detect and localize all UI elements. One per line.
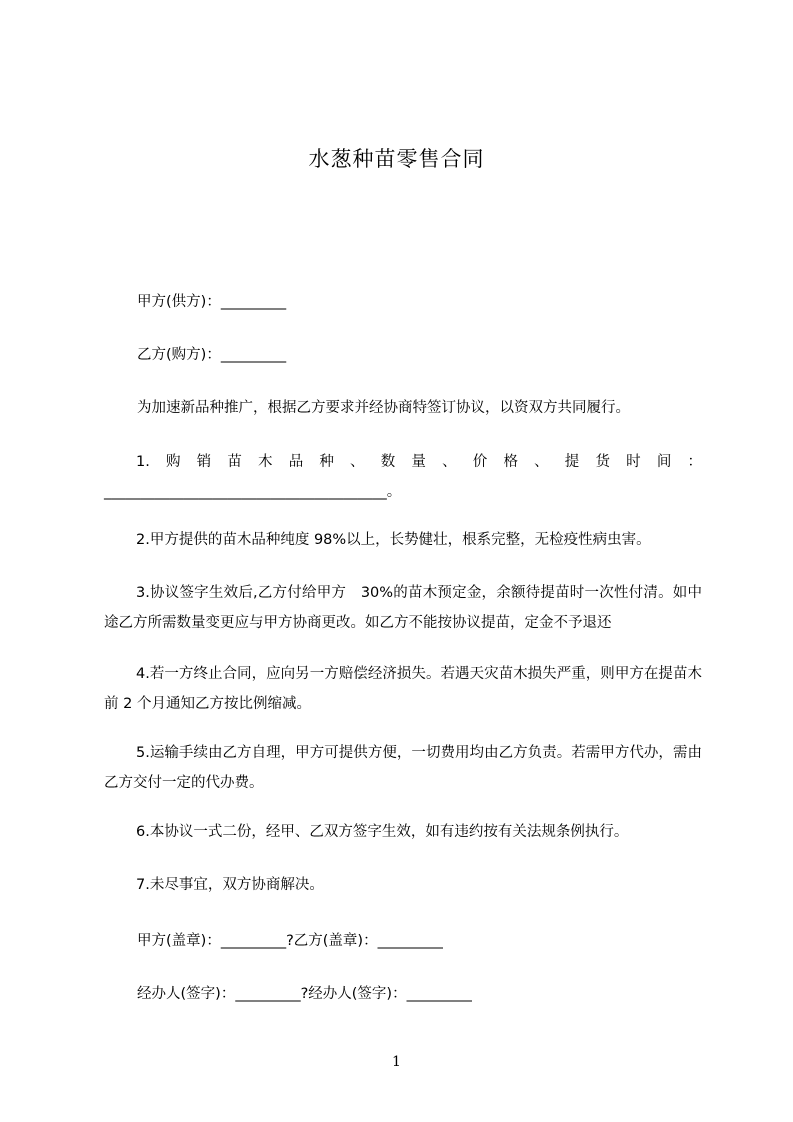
document-title: 水葱种苗零售合同 (308, 147, 485, 171)
intro-paragraph: 为加速新品种推广，根据乙方要求并经协商特签订协议，以资双方共同履行。 (137, 400, 630, 416)
party-b-line: 乙方(购方)：_________ (137, 347, 287, 363)
clause-3: 3.协议签字生效后,乙方付给甲方 30%的苗木预定金，余额待提苗时一次性付清。如中途乙方所需数量变更应与甲方协商更改。如乙方不能按协议提苗，定金不予退还 (104, 585, 702, 631)
clause-5: 5.运输手续由乙方自理，甲方可提供方便，一切费用均由乙方负责。若需甲方代办，需由乙方交付一定的代办费。 (104, 745, 702, 791)
clause-1: 1.购销苗木品种、数量、价格、提货时间：_______________________________________。 (104, 454, 702, 500)
page-number: 1 (392, 1054, 401, 1070)
clause-7: 7.未尽事宜，双方协商解决。 (136, 877, 324, 893)
seal-line: 甲方(盖章)：_________?乙方(盖章)：_________ (137, 933, 443, 949)
clause-4: 4.若一方终止合同，应向另一方赔偿经济损失。若遇天灾苗木损失严重，则甲方在提苗木前 2 个月通知乙方按比例缩减。 (104, 666, 702, 712)
clause-6: 6.本协议一式二份，经甲、乙双方签字生效，如有违约按有关法规条例执行。 (136, 824, 629, 840)
signature-line: 经办人(签字)：_________?经办人(签字)：_________ (137, 986, 472, 1002)
clause-2: 2.甲方提供的苗木品种纯度 98%以上，长势健壮，根系完整，无检疫性病虫害。 (136, 532, 651, 548)
party-a-line: 甲方(供方)：_________ (137, 294, 287, 310)
